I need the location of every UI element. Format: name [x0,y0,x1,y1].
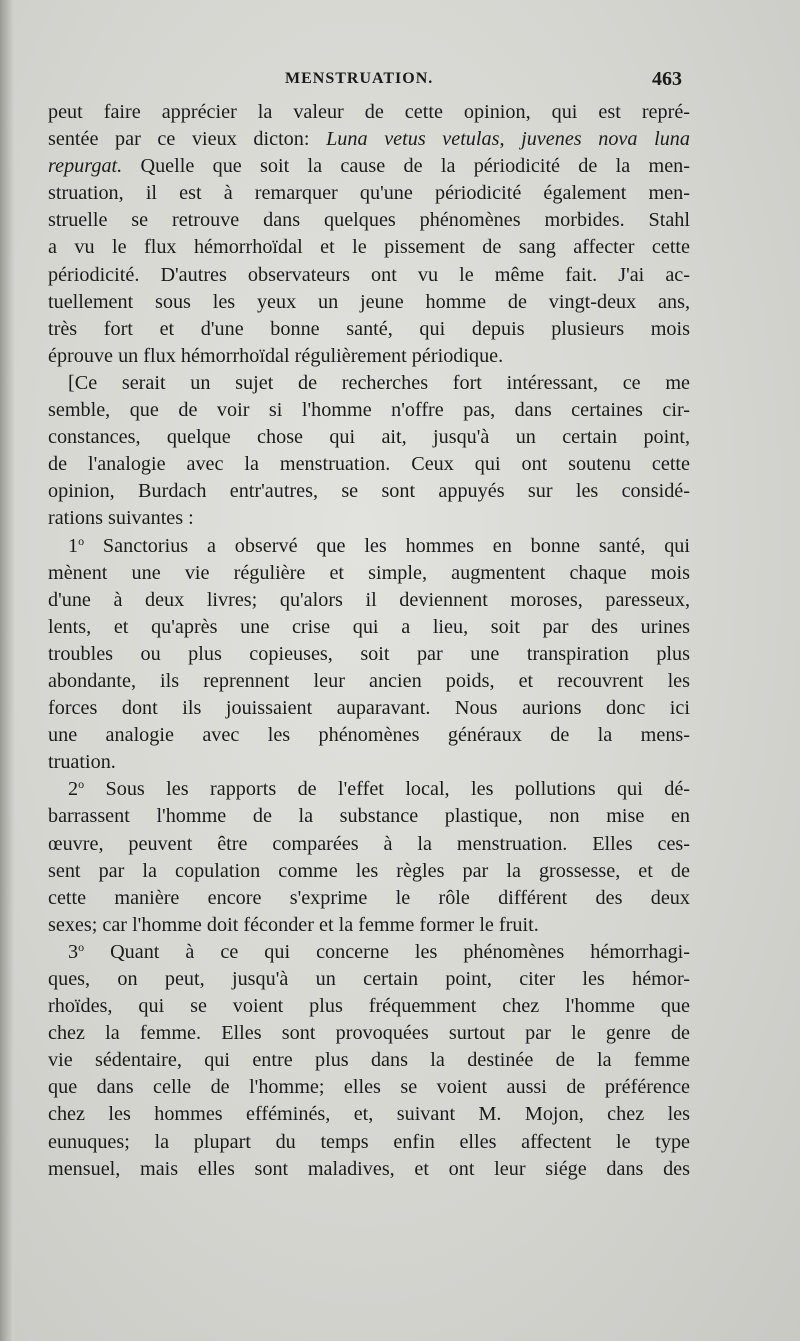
text-line: vie sédentaire, qui entre plus dans la destinée de la femme [48,1049,690,1072]
text-line: sent par la copulation comme les règles par la grossesse, et de [48,859,690,882]
text-line: que dans celle de l'homme; elles se voient aussi de préférence [48,1076,690,1099]
text-line: barrassent l'homme de la substance plastique, non mise en [48,805,690,828]
text-line: chez les hommes efféminés, et, suivant M. Mojon, chez les [48,1103,690,1126]
text-line: 1$^o$ Sanctorius a observé que les hommes en bonne santé, qui [68,533,690,557]
text-line: rhoïdes, qui se voient plus fréquemment chez l'homme que [48,995,690,1018]
text-line: eunuques; la plupart du temps enfin elles affectent le type [48,1130,690,1153]
text-line: de l'analogie avec la menstruation. Ceux qui ont soutenu cette [48,453,690,476]
paragraph-1 [48,99,690,370]
text-line: peut faire apprécier la valeur de cette opinion, qui est repré- [48,101,690,123]
text-line: abondante, ils reprennent leur ancien poids, et recouvrent les [48,669,690,692]
text-line: périodicité. D'autres observateurs ont vu le même fait. J'ai ac- [48,263,690,286]
paragraph-2 [48,370,690,533]
latin-quote-end: repurgat. [48,155,123,178]
paragraph-3 [48,533,690,777]
text-line: tuellement sous les yeux un jeune homme de vingt-deux ans, [48,290,690,313]
page-gutter-shadow [0,0,14,1341]
running-head [0,70,800,98]
text-line: une analogie avec les phénomènes généraux de la mens- [48,724,690,747]
latin-quote: Luna vetus vetulas, juvenes nova luna [326,128,690,151]
text-line: chez la femme. Elles sont provoquées surtout par le genre de [48,1022,690,1045]
text-line: sentée par ce vieux dicton: Luna vetus vetulas, juvenes nova luna [48,128,690,151]
text-line: rations suivantes : [48,507,194,530]
text-line: [Ce serait un sujet de recherches fort intéressant, ce me [68,371,690,394]
text-line: opinion, Burdach entr'autres, se sont appuyés sur les considé- [48,480,690,503]
running-title: MENSTRUATION. [285,70,434,87]
text-line: lents, et qu'après une crise qui a lieu, soit par des urines [48,615,690,638]
text-line: a vu le flux hémorrhoïdal et le pissement de sang affecter cette [48,236,690,259]
text-line: constances, quelque chose qui ait, jusqu'à un certain point, [48,426,690,449]
text-line: très fort et d'une bonne santé, qui depuis plusieurs mois [48,317,690,340]
text-line: 2$^o$ Sous les rapports de l'effet local, les pollutions qui dé- [68,777,690,801]
text-line: œuvre, peuvent être comparées à la menstruation. Elles ces- [48,832,690,855]
text-line: forces dont ils jouissaient auparavant. Nous aurions donc ici [48,697,690,720]
text-line: cette manière encore s'exprime le rôle différent des deux [48,886,690,909]
paragraph-4 [48,776,690,939]
text-line: struelle se retrouve dans quelques phénomènes morbides. Stahl [48,209,690,232]
text-line: ques, on peut, jusqu'à un certain point, citer les hémor- [48,968,690,990]
text-line: d'une à deux livres; qu'alors il deviennent moroses, paresseux, [48,588,690,611]
text-line: truation. [48,751,116,774]
body-text [48,99,690,1183]
text-line: mensuel, mais elles sont maladives, et ont leur siége dans des [48,1157,690,1180]
text-line: struation, il est à remarquer qu'une périodicité également men- [48,182,690,205]
paragraph-5 [48,939,690,1183]
text-line: sexes; car l'homme doit féconder et la femme former le fruit. [48,913,539,936]
text-line: semble, que de voir si l'homme n'offre pas, dans certaines cir- [48,399,690,422]
text-line: troubles ou plus copieuses, soit par une transpiration plus [48,642,690,665]
text-line: éprouve un flux hémorrhoïdal régulièrement périodique. [48,344,504,367]
text-line: 3$^o$ Quant à ce qui concerne les phénomènes hémorrhagi- [68,939,690,963]
text-line: mènent une vie régulière et simple, augmentent chaque mois [48,561,690,584]
text-line: repurgat. Quelle que soit la cause de la périodicité de la men- [48,155,690,178]
page-number: 463 [652,68,682,90]
